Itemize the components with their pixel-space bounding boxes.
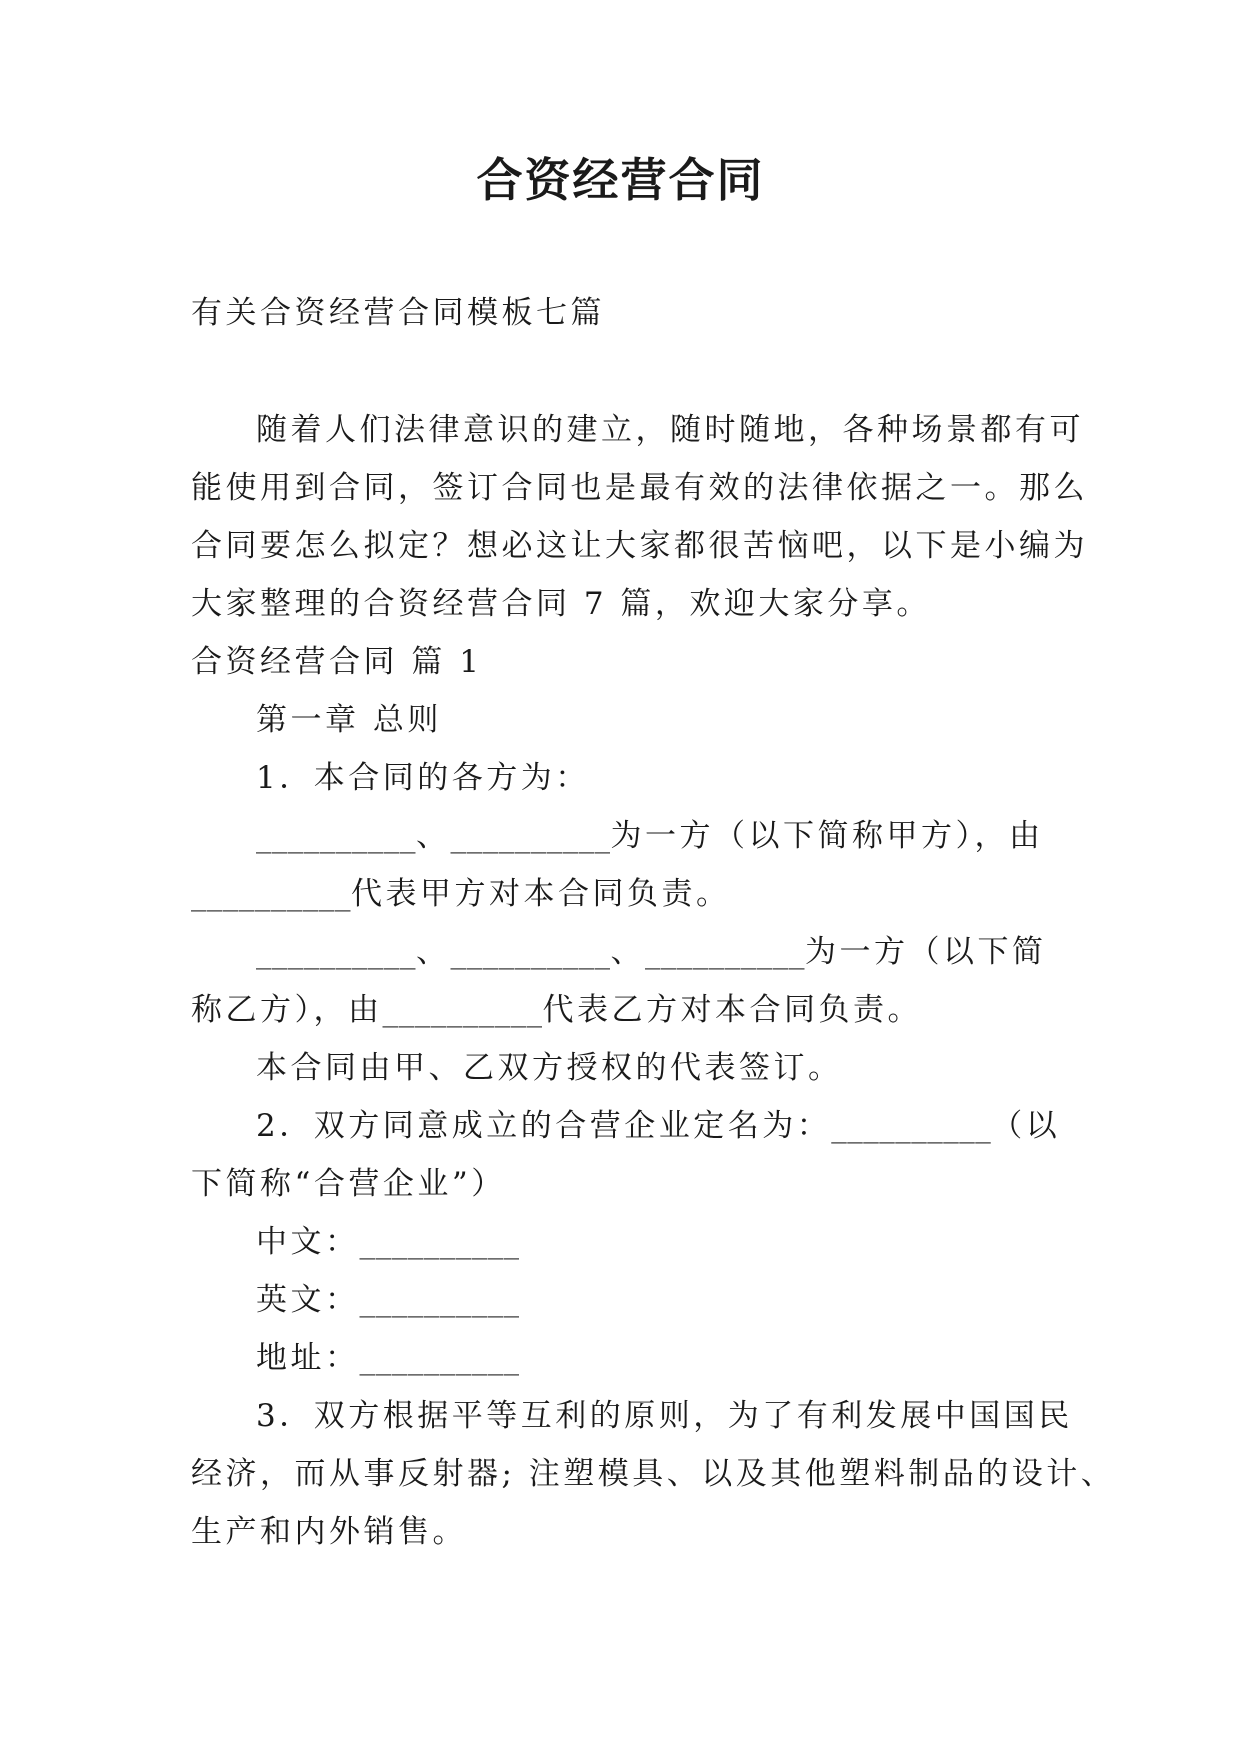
clause-2-line-1: 2．双方同意成立的合营企业定名为：__________（以 bbox=[256, 1108, 1061, 1144]
party-a-line-1: __________、__________为一方（以下简称甲方），由 bbox=[256, 818, 1044, 854]
fill-blank: __________ bbox=[450, 818, 611, 854]
party-a-line-2: __________代表甲方对本合同负责。 bbox=[191, 876, 731, 912]
intro-line-4: 大家整理的合资经营合同 7 篇，欢迎大家分享。 bbox=[191, 586, 931, 622]
fill-blank: __________ bbox=[191, 876, 351, 912]
clause-3-line-2: 经济，而从事反射器; 注塑模具、以及其他塑料制品的设计、 bbox=[191, 1456, 1116, 1492]
fill-blank: __________ bbox=[645, 934, 805, 970]
clause-3-line-1: 3．双方根据平等互利的原则，为了有利发展中国国民 bbox=[256, 1398, 1073, 1434]
clause-3-line-3: 生产和内外销售。 bbox=[191, 1514, 467, 1550]
fill-blank: __________ bbox=[256, 934, 416, 970]
fill-blank: __________ bbox=[831, 1108, 992, 1144]
fill-blank: __________ bbox=[450, 934, 611, 970]
intro-line-3: 合同要怎么拟定？想必这让大家都很苦恼吧，以下是小编为 bbox=[191, 528, 1088, 564]
fill-blank: __________ bbox=[359, 1282, 520, 1318]
signing-note: 本合同由甲、乙双方授权的代表签订。 bbox=[256, 1050, 843, 1086]
document-subtitle: 有关合资经营合同模板七篇 bbox=[191, 295, 605, 331]
chinese-name-field: 中文：__________ bbox=[256, 1224, 520, 1260]
address-field: 地址：__________ bbox=[256, 1340, 520, 1376]
section-heading: 合资经营合同 篇 1 bbox=[191, 644, 483, 680]
fill-blank: __________ bbox=[382, 992, 543, 1028]
document-title: 合资经营合同 bbox=[476, 153, 765, 207]
party-b-line-2: 称乙方），由__________代表乙方对本合同负责。 bbox=[191, 992, 922, 1028]
fill-blank: __________ bbox=[256, 818, 416, 854]
clause-1: 1．本合同的各方为： bbox=[256, 760, 590, 796]
english-name-field: 英文：__________ bbox=[256, 1282, 520, 1318]
clause-2-line-2: 下简称“合营企业”） bbox=[191, 1166, 506, 1202]
intro-line-1: 随着人们法律意识的建立，随时随地，各种场景都有可 bbox=[256, 412, 1084, 448]
chapter-heading: 第一章 总则 bbox=[256, 702, 442, 738]
fill-blank: __________ bbox=[359, 1224, 520, 1260]
party-b-line-1: __________、__________、__________为一方（以下简 bbox=[256, 934, 1047, 970]
intro-line-2: 能使用到合同，签订合同也是最有效的法律依据之一。那么 bbox=[191, 470, 1088, 506]
fill-blank: __________ bbox=[359, 1340, 520, 1376]
